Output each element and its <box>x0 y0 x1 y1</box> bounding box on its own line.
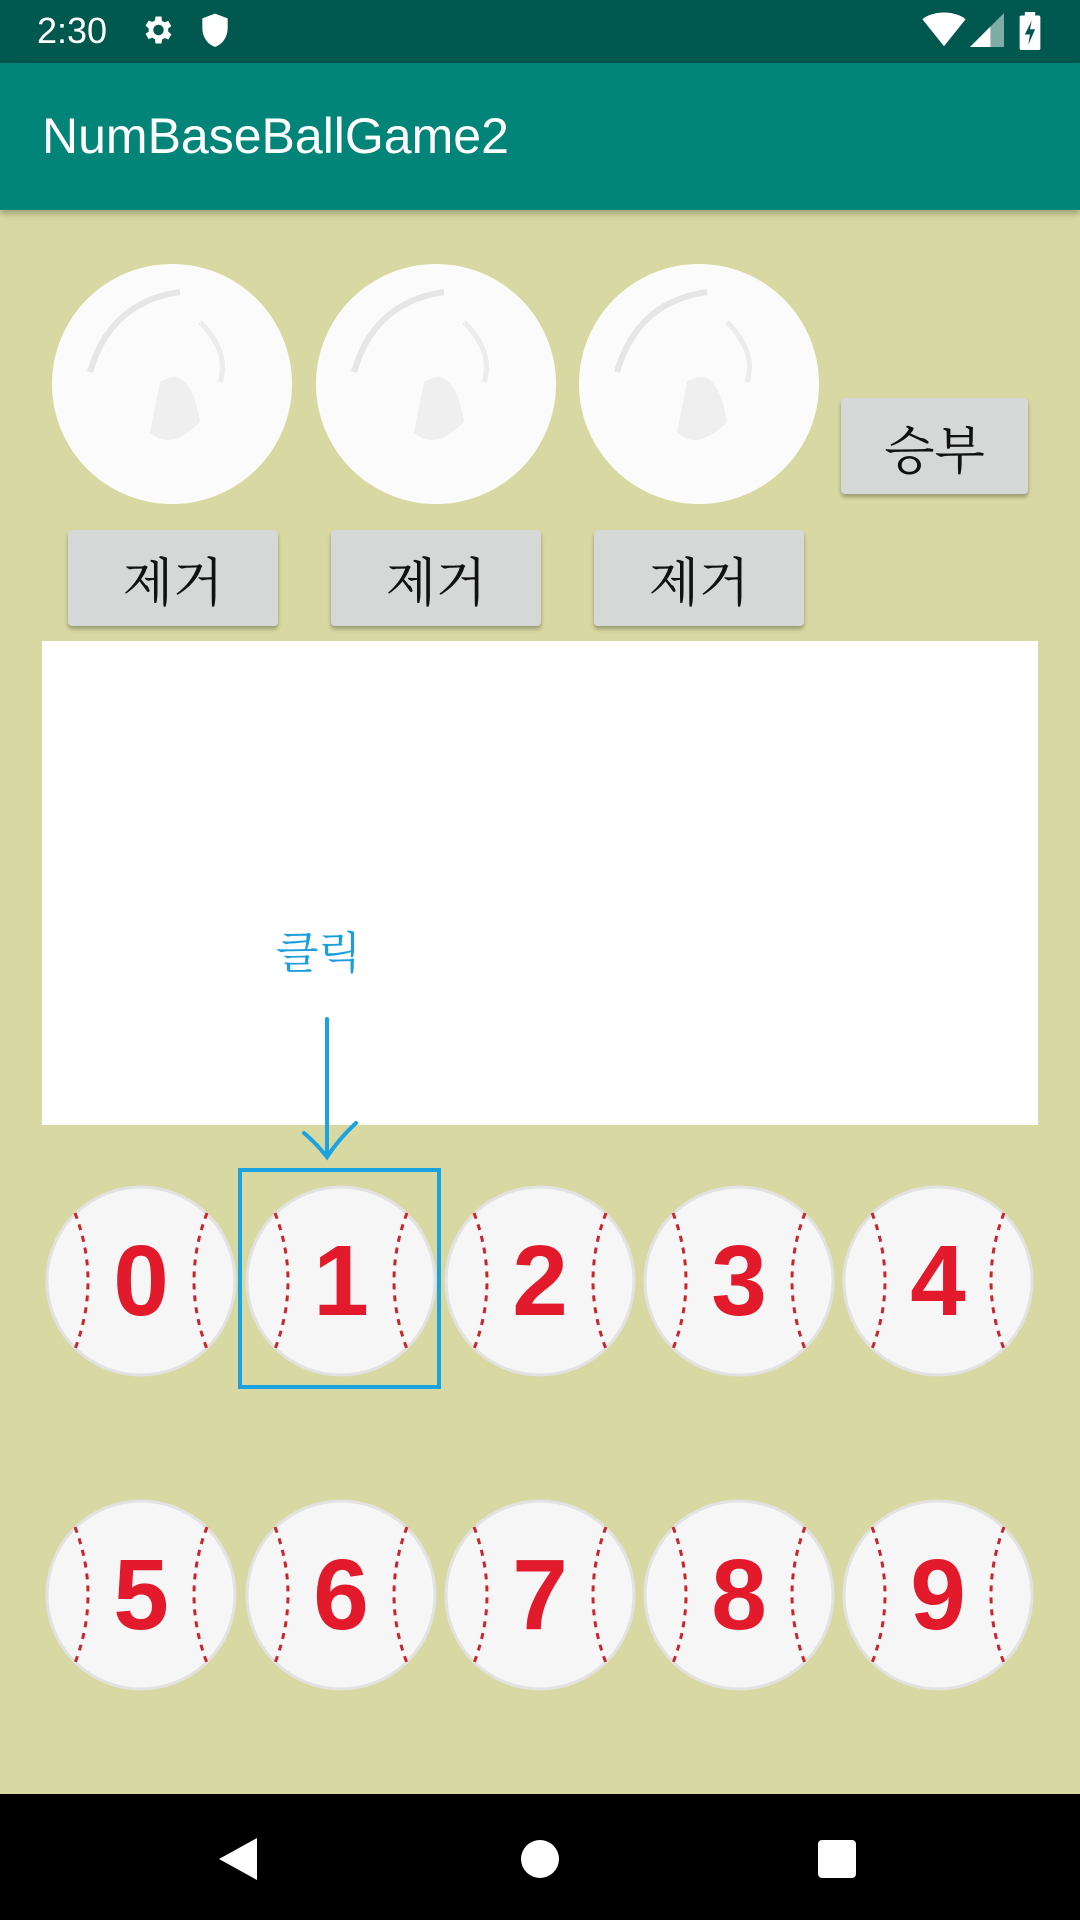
guess-slot-1[interactable] <box>50 262 294 506</box>
guess-slot-3[interactable] <box>577 262 821 506</box>
number-ball-0[interactable] <box>43 1183 239 1379</box>
arrow-down-icon <box>296 1015 366 1165</box>
status-bar <box>0 0 1080 63</box>
shield-icon <box>199 12 231 54</box>
ball-number: 1 <box>313 1225 369 1337</box>
battery-icon <box>1019 12 1041 54</box>
recents-icon[interactable] <box>818 1840 856 1878</box>
submit-button[interactable]: 승부 <box>841 398 1028 494</box>
number-ball-6[interactable] <box>243 1497 439 1693</box>
blank-ball-icon <box>577 262 821 506</box>
number-ball-2[interactable] <box>442 1183 638 1379</box>
back-icon[interactable] <box>217 1836 259 1882</box>
ball-number: 6 <box>313 1539 369 1651</box>
home-icon[interactable] <box>520 1839 560 1879</box>
number-ball-3[interactable] <box>641 1183 837 1379</box>
gear-icon <box>139 12 175 52</box>
ball-number: 3 <box>711 1225 767 1337</box>
wifi-icon <box>922 12 966 52</box>
signal-icon <box>970 12 1004 52</box>
blank-ball-icon <box>50 262 294 506</box>
remove-button-2[interactable]: 제거 <box>331 530 541 626</box>
remove-button-1[interactable]: 제거 <box>68 530 278 626</box>
number-ball-7[interactable] <box>442 1497 638 1693</box>
blank-ball-icon <box>314 262 558 506</box>
guess-slot-2[interactable] <box>314 262 558 506</box>
ball-number: 8 <box>711 1539 767 1651</box>
app-title: NumBaseBallGame2 <box>42 108 509 164</box>
number-ball-4[interactable] <box>840 1183 1036 1379</box>
annotation-label: 클릭 <box>276 928 362 979</box>
remove-button-3[interactable]: 제거 <box>594 530 804 626</box>
number-ball-9[interactable] <box>840 1497 1036 1693</box>
ball-number: 2 <box>512 1225 568 1337</box>
ball-number: 9 <box>910 1539 966 1651</box>
number-ball-1[interactable] <box>243 1183 439 1379</box>
app-bar <box>0 63 1080 210</box>
status-time: 2:30 <box>37 10 108 51</box>
ball-number: 7 <box>512 1539 568 1651</box>
ball-number: 0 <box>113 1225 169 1337</box>
ball-number: 5 <box>113 1539 169 1651</box>
number-ball-5[interactable] <box>43 1497 239 1693</box>
number-ball-8[interactable] <box>641 1497 837 1693</box>
ball-number: 4 <box>910 1225 966 1337</box>
result-area <box>42 641 1038 1125</box>
nav-bar <box>0 1794 1080 1920</box>
